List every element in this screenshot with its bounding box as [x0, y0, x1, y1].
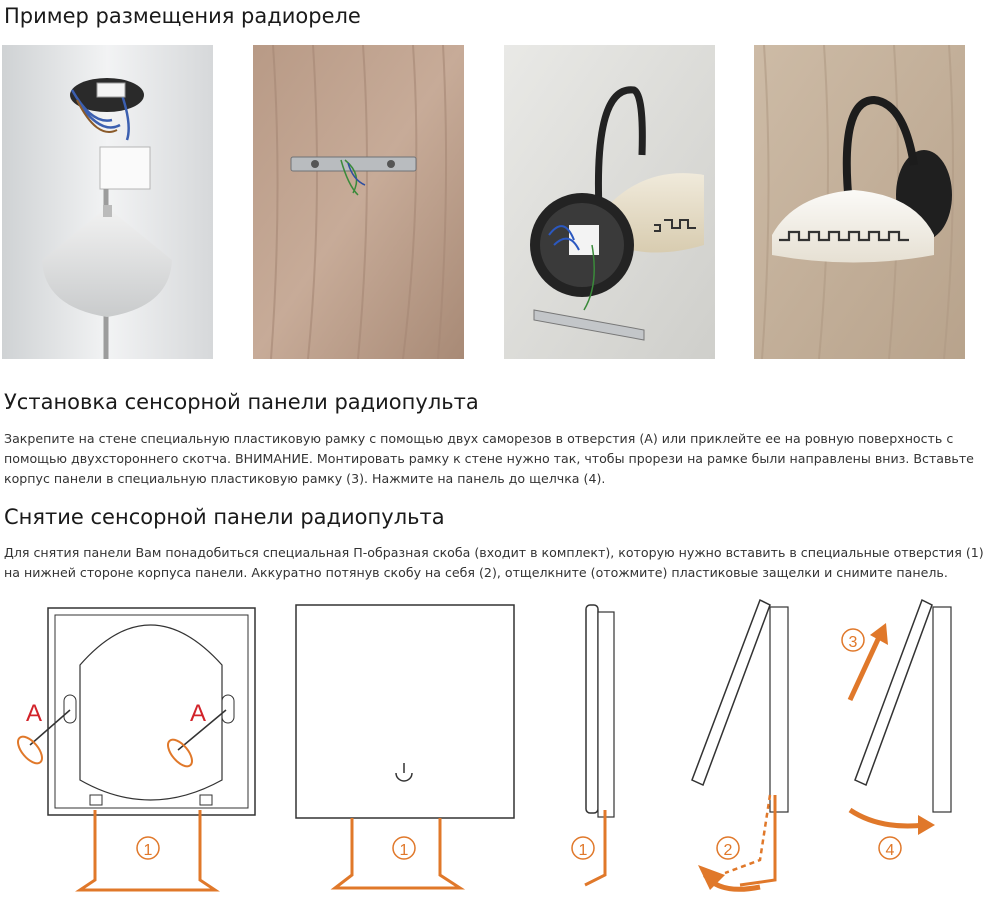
install-text: Закрепите на стене специальную пластиковую рамку с помощью двух саморезов в отверстия (A) или приклейте ее на ровную поверхность с помощью двухстороннего скотча. ВНИМАНИЕ. Монтировать рамку к стене нужно так, чтобы прорези на рамке были направлены вниз. Вставьте корпус панели в специальную пластиковую рамку (3). Нажмите на панель до щелчка (4).: [4, 431, 974, 486]
panel-tilt-step2-drawing: [692, 600, 788, 890]
panel-mount-step34-drawing: [850, 600, 951, 835]
hole-a-right-label: A: [190, 700, 207, 727]
step-4-label: 4: [885, 842, 895, 859]
install-title: Установка сенсорной панели радиопульта: [4, 390, 479, 414]
wall-bracket-photo: [253, 45, 464, 359]
sconce-open-photo: [504, 45, 715, 359]
ceiling-lamp-photo: [2, 45, 213, 359]
sconce-mounted-photo: [754, 45, 965, 359]
step-2-label: 2: [723, 842, 733, 859]
step-3-label: 3: [848, 634, 858, 651]
hole-a-left-label: A: [26, 700, 43, 727]
placement-title: Пример размещения радиореле: [4, 4, 361, 28]
removal-title: Снятие сенсорной панели радиопульта: [4, 505, 445, 529]
step-1-label-a: 1: [143, 842, 153, 859]
step-1-label-b: 1: [399, 842, 409, 859]
removal-text: Для снятия панели Вам понадобиться специальная П-образная скоба (входит в комплект), которую нужно вставить в специальные отверстия (1) на нижней стороне корпуса панели. Аккуратно потянув скобу на себя (2), отщелкните (отожмите) пластиковые защелки и снимите панель.: [4, 545, 984, 580]
mounting-frame-drawing: [14, 608, 255, 890]
step-1-label-c: 1: [578, 842, 588, 859]
removal-diagram: [0, 595, 992, 912]
panel-side-view-drawing: [585, 605, 614, 885]
